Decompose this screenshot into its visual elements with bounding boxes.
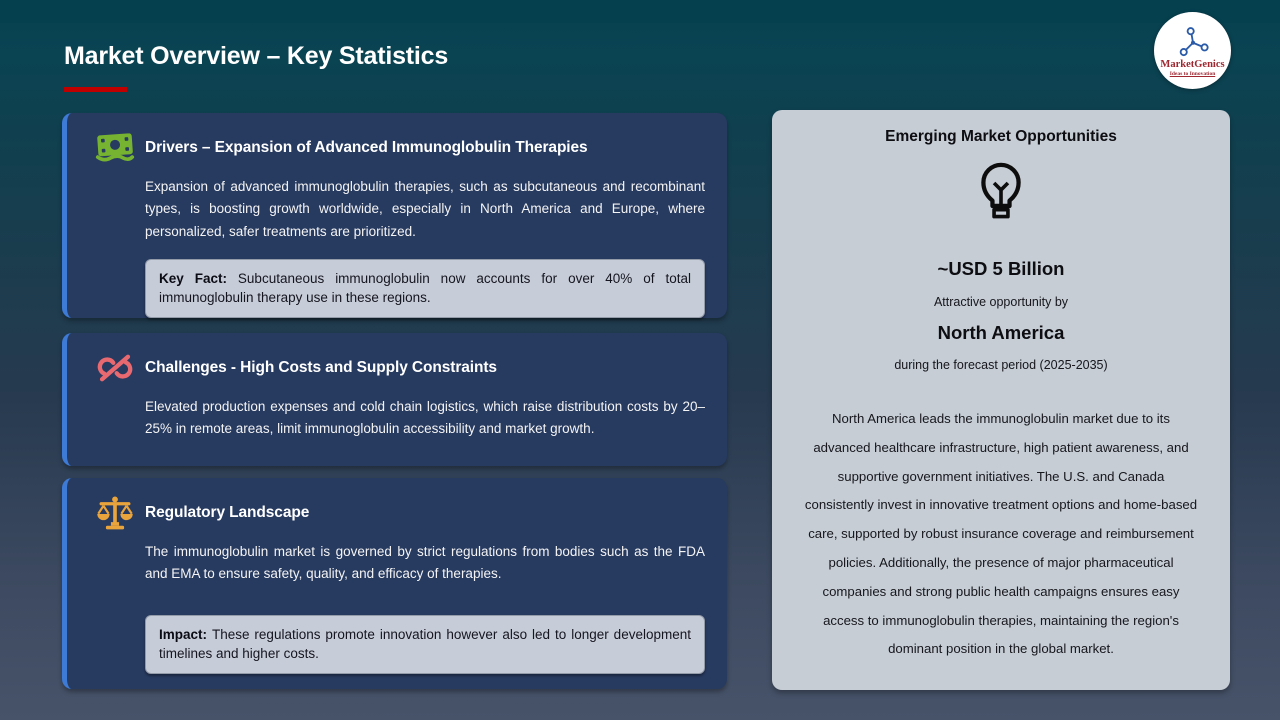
card-drivers-title: Drivers – Expansion of Advanced Immunoglobulin Therapies [145,139,588,156]
page-title: Market Overview – Key Statistics [64,42,449,70]
impact-box [145,615,705,674]
opportunity-panel [772,110,1230,690]
unlink-icon [93,349,137,387]
money-icon [93,129,137,167]
opportunity-description: North America leads the immunoglobulin market due to its advanced healthcare infrastructure, high patient awareness, and supportive government initiatives. The U.S. and Canada consistently invest in innovative treatment options and home-based care, supported by robust insurance coverage and reimbursement policies. Additionally, the presence of major pharmaceutical companies and strong public health campaigns ensures easy access to immunoglobulin therapies, maintaining the region's dominant position in the global market. [804,411,1198,657]
card-challenges-title: Challenges - High Costs and Supply Constraints [145,359,497,376]
card-challenges-header [93,349,705,387]
logo-name: MarketGenics [1160,58,1225,70]
card-regulatory-body: The immunoglobulin market is governed by strict regulations from bodies such as the FDA and EMA to ensure safety, quality, and efficacy of therapies. [145,544,705,582]
key-fact-label: Key Fact: [159,270,227,286]
opportunity-value: ~USD 5 Billion [937,258,1065,279]
opportunity-period: during the forecast period (2025-2035) [894,358,1108,372]
molecule-icon [1176,25,1210,59]
opportunity-region: North America [937,322,1065,343]
scales-icon [93,494,137,532]
top-bar [0,0,1280,23]
card-regulatory [62,478,727,689]
impact-label: Impact: [159,626,208,642]
card-challenges-body: Elevated production expenses and cold chain logistics, which raise distribution costs by 20–25% in remote areas, limit immunoglobulin accessibility and market growth. [145,399,705,437]
impact-text: Impact: These regulations promote innovation however also led to longer development timelines and higher costs. [159,626,691,662]
title-underline [64,87,127,92]
key-fact-box [145,259,705,318]
opportunity-panel-title: Emerging Market Opportunities [885,128,1117,145]
logo-tagline: Ideas to Innovation [1169,70,1216,77]
key-fact-text: Key Fact: Subcutaneous immunoglobulin now accounts for over 40% of total immunoglobulin therapy use in these regions. [159,270,691,306]
card-challenges [62,333,727,466]
opportunity-subtitle: Attractive opportunity by [933,295,1069,309]
lightbulb-icon [792,159,1210,223]
card-drivers-body: Expansion of advanced immunoglobulin therapies, such as subcutaneous and recombinant types, is boosting growth worldwide, especially in North America and Europe, where personalized, safer treatments are prioritized. [145,179,705,239]
card-regulatory-header [93,494,705,532]
card-drivers-header [93,129,705,167]
logo [1154,12,1231,89]
card-drivers [62,113,727,318]
card-regulatory-title: Regulatory Landscape [145,504,310,521]
